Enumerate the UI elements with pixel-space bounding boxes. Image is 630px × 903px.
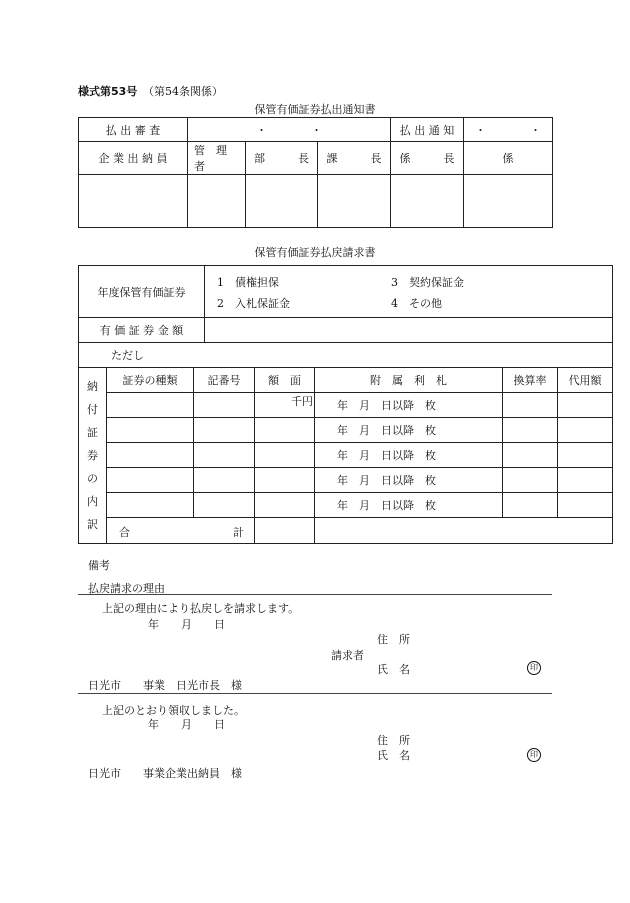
receipt-date[interactable]: 年 月 日 [148,718,225,731]
form-reference: （第54条関係） [143,85,223,98]
option-2[interactable]: 2 入札保証金 [217,297,291,310]
request-table [78,265,613,544]
requester-label: 請求者 [331,649,364,662]
coupon-date[interactable]: 年 月 日以降 枚 [315,393,503,418]
cell-rate[interactable] [503,493,558,518]
cell-type[interactable] [107,493,194,518]
seal-box-director[interactable] [246,175,318,228]
remarks-label: 備考 [88,559,110,572]
notice-table [78,117,553,228]
coupon-date[interactable]: 年 月 日以降 枚 [315,443,503,468]
col-header-type: 証券の種類 [107,368,194,393]
staff-header-section-chief: 課 長 [318,142,391,175]
cell-serial[interactable] [194,393,255,418]
seal-box-manager[interactable] [188,175,246,228]
table-row [79,468,613,493]
cell-substitute[interactable] [558,393,613,418]
purpose-options[interactable] [205,266,613,318]
cell-type[interactable] [107,393,194,418]
proviso: ただし [79,343,613,368]
cell-rate[interactable] [503,468,558,493]
notice-label: 払 出 通 知 [391,118,464,142]
request-title: 保管有価証券払戻請求書 [254,246,376,259]
cell-substitute[interactable] [558,468,613,493]
table-row [79,393,613,418]
divider-middle [78,693,552,694]
request-name-label: 氏 名 [377,663,410,676]
total-row [79,518,613,544]
cell-substitute[interactable] [558,443,613,468]
seal-icon: 印 [527,661,541,675]
total-face-value[interactable] [255,518,315,544]
col-header-substitute: 代用額 [558,368,613,393]
year-securities-label: 年度保管有価証券 [79,266,205,318]
request-date[interactable]: 年 月 日 [148,618,225,631]
col-header-face-value: 額 面 [255,368,315,393]
table-row [79,443,613,468]
table-row [79,493,613,518]
staff-header-director: 部 長 [246,142,318,175]
cell-rate[interactable] [503,418,558,443]
breakdown-vertical-label: 納 付 証 券 の 内 訳 [79,368,107,544]
audit-label: 払 出 審 査 [79,118,188,142]
coupon-date[interactable]: 年 月 日以降 枚 [315,418,503,443]
form-number: 様式第53号 [78,85,138,98]
face-value-unit[interactable]: 千円 [255,393,315,418]
request-address-label: 住 所 [377,633,410,646]
col-header-rate: 換算率 [503,368,558,393]
cell-face-value[interactable] [255,468,315,493]
cell-type[interactable] [107,418,194,443]
option-3[interactable]: 3 契約保証金 [391,276,465,289]
col-header-coupons: 附 属 利 札 [315,368,503,393]
seal-box-staff[interactable] [464,175,553,228]
divider-top [78,594,552,595]
cell-face-value[interactable] [255,493,315,518]
cell-type[interactable] [107,443,194,468]
audit-date[interactable]: ・ ・ [188,118,391,142]
total-blank[interactable] [315,518,613,544]
total-label: 合 計 [107,518,255,544]
coupon-date[interactable]: 年 月 日以降 枚 [315,468,503,493]
amount-field[interactable] [205,318,613,343]
option-4[interactable]: 4 その他 [391,297,443,310]
cell-face-value[interactable] [255,418,315,443]
seal-box-subsection-chief[interactable] [391,175,464,228]
notice-title: 保管有価証券払出通知書 [254,103,376,116]
staff-header-cashier: 企 業 出 納 員 [79,142,188,175]
addressee-cashier: 日光市 事業企業出納員 様 [88,767,242,780]
cell-substitute[interactable] [558,418,613,443]
reason-label: 払戻請求の理由 [88,582,165,595]
receipt-sentence: 上記のとおり領収しました。 [102,704,245,717]
staff-header-subsection-chief: 係 長 [391,142,464,175]
cell-serial[interactable] [194,468,255,493]
cell-serial[interactable] [194,418,255,443]
cell-type[interactable] [107,468,194,493]
cell-face-value[interactable] [255,443,315,468]
seal-icon: 印 [527,748,541,762]
staff-header-manager: 管 理 者 [188,142,246,175]
receipt-address-label: 住 所 [377,734,410,747]
seal-box-cashier[interactable] [79,175,188,228]
cell-rate[interactable] [503,443,558,468]
cell-rate[interactable] [503,393,558,418]
option-1[interactable]: 1 債権担保 [217,276,280,289]
cell-serial[interactable] [194,493,255,518]
col-header-serial: 記番号 [194,368,255,393]
coupon-date[interactable]: 年 月 日以降 枚 [315,493,503,518]
cell-serial[interactable] [194,443,255,468]
seal-box-section-chief[interactable] [318,175,391,228]
table-row [79,418,613,443]
staff-header-staff: 係 [464,142,553,175]
notice-date[interactable]: ・ ・ [464,118,553,142]
cell-substitute[interactable] [558,493,613,518]
amount-label: 有 価 証 券 金 額 [79,318,205,343]
receipt-name-label: 氏 名 [377,749,410,762]
addressee-mayor: 日光市 事業 日光市長 様 [88,679,242,692]
request-sentence: 上記の理由により払戻しを請求します。 [102,602,300,615]
